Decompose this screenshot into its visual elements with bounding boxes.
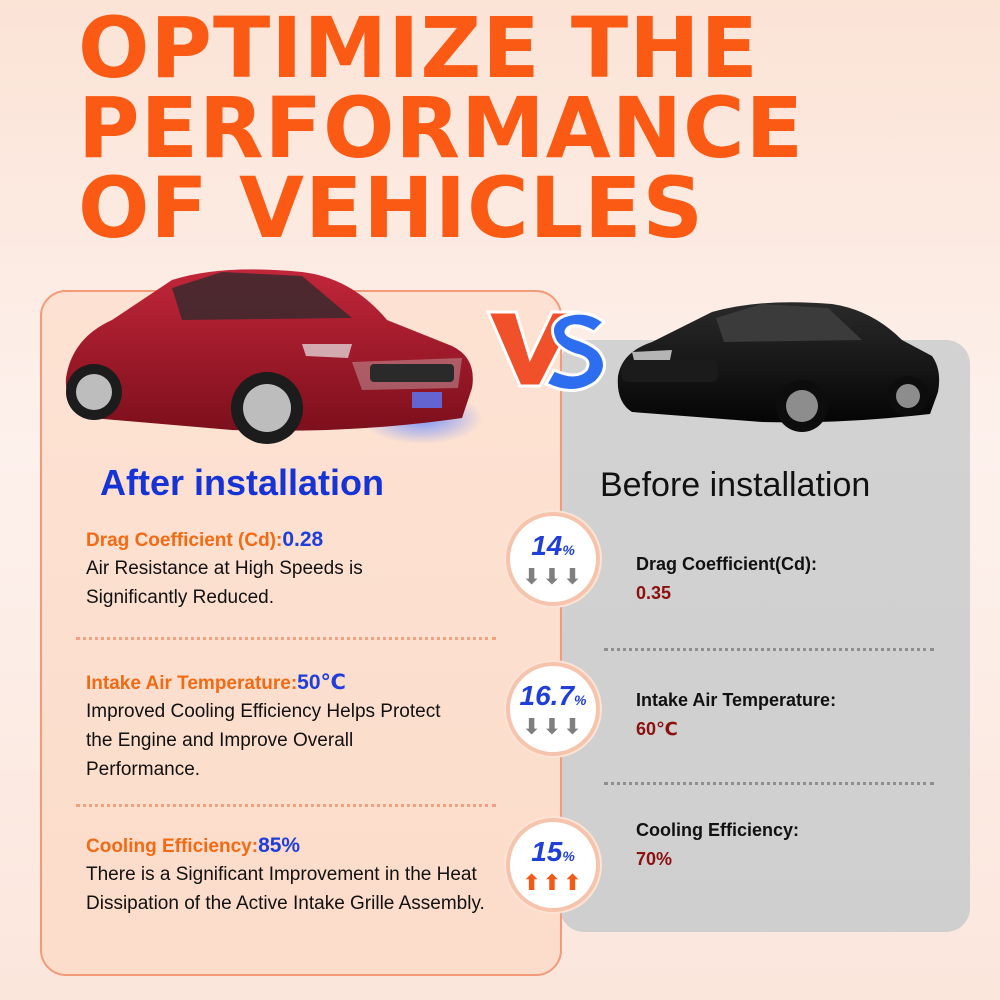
down-arrows-icon: ⬇⬇⬇ [522, 714, 584, 739]
metric-label-text: Cooling Efficiency: [86, 836, 259, 857]
before-divider-1 [604, 648, 934, 651]
up-arrows-icon: ⬆⬆⬆ [522, 870, 584, 895]
metric-label: Intake Air Temperature: [636, 690, 837, 710]
change-badge-intake [506, 662, 600, 756]
change-number: 14 [531, 530, 563, 561]
metric-label-text: Drag Coefficient (Cd): [86, 530, 283, 551]
before-metric-cooling [636, 820, 799, 870]
before-installation-title: Before installation [600, 466, 871, 504]
change-badge-cooling [506, 818, 600, 912]
change-unit: % [562, 848, 575, 864]
metric-description: Improved Cooling Efficiency Helps Protect the Engine and Improve Overall Performance. [86, 701, 441, 780]
metric-label [86, 528, 506, 552]
vs-logo [482, 300, 610, 396]
metric-label [86, 834, 506, 858]
down-arrows-icon: ⬇⬇⬇ [522, 564, 584, 589]
before-metric-intake [636, 690, 836, 740]
after-divider-1 [76, 637, 496, 640]
black-car-image [612, 296, 942, 436]
metric-value: 0.35 [636, 583, 672, 603]
headline-line-1: OPTIMIZE THE [78, 0, 759, 97]
metric-label-text: Intake Air Temperature: [86, 673, 298, 694]
change-unit: % [574, 692, 587, 708]
change-number: 15 [531, 836, 563, 867]
change-percent [510, 530, 596, 562]
metric-value: 0.28 [282, 528, 324, 551]
before-divider-2 [604, 782, 934, 785]
metric-label: Cooling Efficiency: [636, 820, 800, 840]
red-car-image [52, 258, 482, 458]
after-metric-intake [86, 670, 506, 784]
headline-line-3: OF VEHICLES [78, 159, 705, 257]
before-metric-drag [636, 554, 817, 604]
metric-label [86, 670, 506, 695]
after-metric-drag [86, 528, 506, 612]
change-unit: % [562, 542, 575, 558]
change-percent [510, 680, 596, 712]
metric-value: 60℃ [636, 719, 678, 739]
metric-value: 50℃ [297, 671, 346, 694]
metric-label: Drag Coefficient(Cd): [636, 554, 817, 574]
after-installation-title: After installation [100, 462, 385, 503]
metric-description: Air Resistance at High Speeds is Significantly Reduced. [86, 558, 363, 608]
change-percent [510, 836, 596, 868]
page-headline [78, 0, 978, 257]
change-number: 16.7 [519, 680, 575, 711]
after-divider-2 [76, 804, 496, 807]
metric-value: 70% [636, 849, 673, 869]
metric-description: There is a Significant Improvement in the Heat Dissipation of the Active Intake Grille Assembly. [86, 864, 485, 914]
change-badge-drag [506, 512, 600, 606]
headline-line-2: PERFORMANCE [78, 79, 805, 177]
metric-value: 85% [258, 834, 301, 857]
after-metric-cooling [86, 834, 506, 918]
